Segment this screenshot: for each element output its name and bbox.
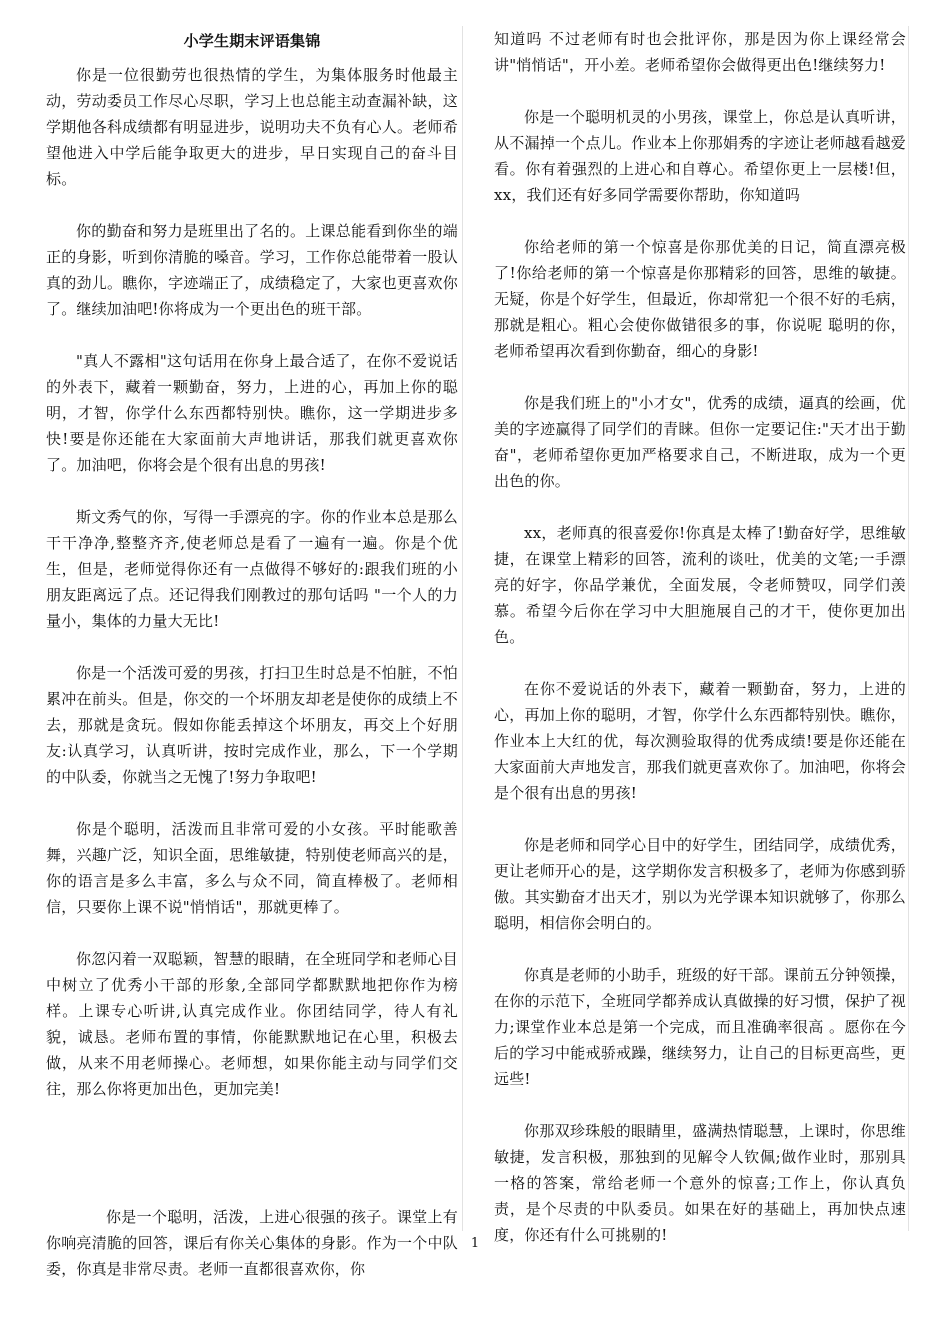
- paragraph: 你是老师和同学心目中的好学生，团结同学，成绩优秀，更让老师开心的是，这学期你发言积极多了，老师为你感到骄傲。其实勤奋才出天才，别以为光学课本知识就够了，你那么聪明，相信你会明白的。: [494, 836, 906, 932]
- paragraph: 你是一个活泼可爱的男孩，打扫卫生时总是不怕脏，不怕累冲在前头。但是，你交的一个坏朋友却老是使你的成绩上不去，那就是贪玩。假如你能丢掉这个坏朋友，再交上个好朋友:认真学习，认真听讲，按时完成作业，那么，下一个学期的中队委，你就当之无愧了!努力争取吧!: [46, 664, 458, 786]
- paragraph: 你的勤奋和努力是班里出了名的。上课总能看到你坐的端正的身影，听到你清脆的嗓音。学习，工作你总能带着一股认真的劲儿。瞧你，字迹端正了，成绩稳定了，大家也更喜欢你了。继续加油吧!你将成为一个更出色的班干部。: [46, 222, 458, 318]
- paragraph: 你是一个聪明机灵的小男孩，课堂上，你总是认真听讲，从不漏掉一个点儿。作业本上你那娟秀的字迹让老师越看越爱看。你有着强烈的上进心和自尊心。希望你更上一层楼!但，xx，我们还有好多同学需要你帮助，你知道吗: [494, 108, 906, 204]
- blank-space: [46, 1128, 458, 1204]
- paragraph-continued: 知道吗 不过老师有时也会批评你，那是因为你上课经常会讲"悄悄话"，开小差。老师希望你会做得更出色!继续努力!: [494, 30, 906, 74]
- document-title: 小学生期末评语集锦: [183, 32, 321, 50]
- paragraph: 你是一位很勤劳也很热情的学生，为集体服务时他最主动，劳动委员工作尽心尽职，学习上也总能主动查漏补缺，这学期他各科成绩都有明显进步，说明功夫不负有心人。老师希望他进入中学后能争取更大的进步，早日实现自己的奋斗目标。: [46, 66, 458, 188]
- paragraph: 你是我们班上的"小才女"，优秀的成绩，逼真的绘画，优美的字迹赢得了同学们的青睐。但你一定要记住:"天才出于勤奋"，老师希望你更加严格要求自己，不断进取，成为一个更出色的你。: [494, 394, 906, 490]
- left-column: [46, 26, 458, 1308]
- paragraph: 在你不爱说话的外表下，藏着一颗勤奋，努力，上进的心，再加上你的聪明，才智，你学什么东西都特别快。瞧你，作业本上大红的优，每次测验取得的优秀成绩!要是你还能在大家面前大声地发言，那我们就更喜欢你了。加油吧，你将会是个很有出息的男孩!: [494, 680, 906, 802]
- paragraph: 你忽闪着一双聪颖，智慧的眼睛，在全班同学和老师心目中树立了优秀小干部的形象,全部同学都默默地把你作为榜样。上课专心听讲,认真完成作业。你团结同学，待人有礼貌，诚恳。老师布置的事情，你能默默地记在心里，积极去做，从来不用老师操心。老师想，如果你能主动与同学们交往，那么你将更加出色，更加完美!: [46, 950, 458, 1098]
- paragraph: 你真是老师的小助手，班级的好干部。课前五分钟领操，在你的示范下，全班同学都养成认真做操的好习惯，保护了视力;课堂作业本总是第一个完成，而且准确率很高 。愿你在今后的学习中能戒骄戒躁，继续努力，让自己的目标更高些，更远些!: [494, 966, 906, 1088]
- paragraph: 你给老师的第一个惊喜是你那优美的日记，简直漂亮极了!你给老师的第一个惊喜是你那精彩的回答，思维的敏捷。无疑，你是个好学生，但最近，你却常犯一个很不好的毛病，那就是粗心。粗心会使你做错很多的事，你说呢 聪明的你，老师希望再次看到你勤奋，细心的身影!: [494, 238, 906, 360]
- column-divider-left: [462, 26, 463, 1231]
- paragraph: 你是一个聪明，活泼，上进心很强的孩子。课堂上有你响亮清脆的回答，课后有你关心集体的身影。作为一个中队委，你真是非常尽责。老师一直都很喜欢你，你: [46, 1208, 458, 1278]
- column-divider-right: [908, 26, 909, 1231]
- paragraph: 你是个聪明，活泼而且非常可爱的小女孩。平时能歌善舞，兴趣广泛，知识全面，思维敏捷，特别使老师高兴的是，你的语言是多么丰富，多么与众不同，简直棒极了。老师相信，只要你上课不说"悄悄话"，那就更棒了。: [46, 820, 458, 916]
- paragraph: 你那双珍珠般的眼睛里，盛满热情聪慧，上课时，你思维敏捷，发言积极，那独到的见解令人钦佩;做作业时，那别具一格的答案，常给老师一个意外的惊喜;工作上，你认真负责，是个尽责的中队委员。如果在好的基础上，再加快点速度，你还有什么可挑剔的!: [494, 1122, 906, 1244]
- paragraph: 斯文秀气的你，写得一手漂亮的字。你的作业本总是那么干干净净,整整齐齐,使老师总是看了一遍有一遍。你是个优生，但是，老师觉得你还有一点做得不够好的:跟我们班的小朋友距离远了点。还记得我们刚教过的那句话吗 "一个人的力量小，集体的力量大无比!: [46, 508, 458, 630]
- paragraph: "真人不露相"这句话用在你身上最合适了，在你不爱说话的外表下，藏着一颗勤奋，努力，上进的心，再加上你的聪明，才智，你学什么东西都特别快。瞧你，这一学期进步多快!要是你还能在大家面前大声地讲话，那我们就更喜欢你了。加油吧，你将会是个很有出息的男孩!: [46, 352, 458, 474]
- paragraph: xx，老师真的很喜爱你!你真是太棒了!勤奋好学，思维敏捷，在课堂上精彩的回答，流利的谈吐，优美的文笔;一手漂亮的好字，你品学兼优，全面发展，令老师赞叹，同学们羡慕。希望今后你在学习中大胆施展自己的才干，使你更加出色。: [494, 524, 906, 646]
- page-number: 1: [470, 1236, 480, 1251]
- right-column: [494, 26, 906, 1274]
